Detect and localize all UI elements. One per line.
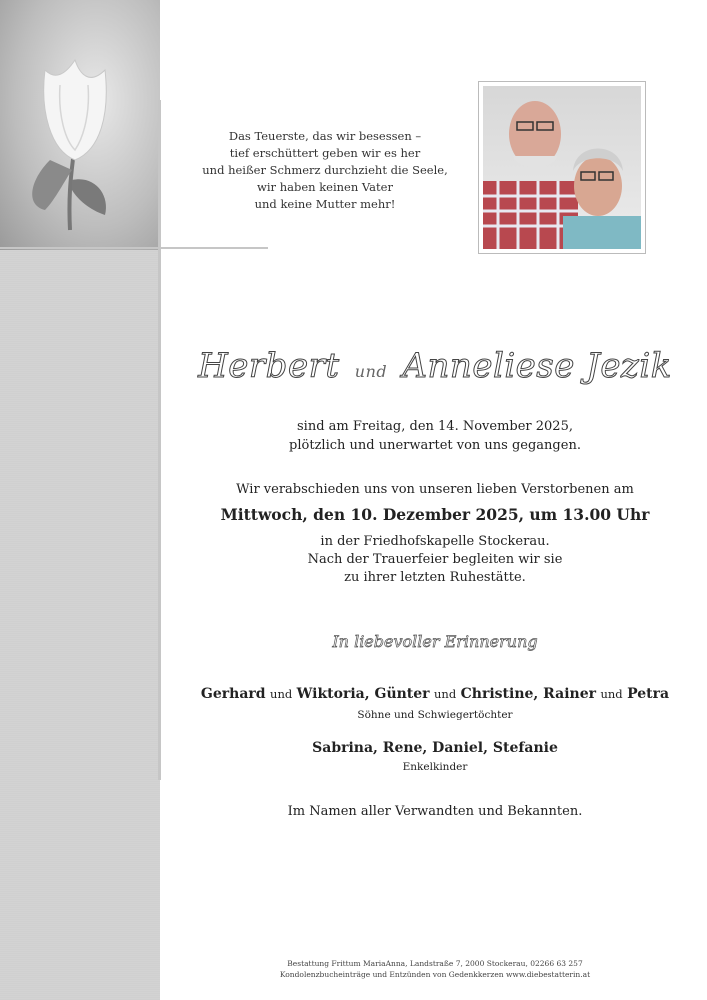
family-line-sons	[190, 686, 680, 702]
poem-line: tief erschüttert geben wir es her	[229, 146, 421, 160]
portrait-photo-frame	[478, 81, 646, 254]
family-name: Wiktoria, Günter	[296, 686, 430, 702]
farewell-intro: Wir verabschieden uns von unseren lieben Verstorbenen am	[236, 482, 634, 497]
poem	[200, 128, 450, 213]
funeral-place	[190, 533, 680, 587]
family-connector: und	[270, 687, 293, 701]
poem-line: und heißer Schmerz durchzieht die Seele,	[202, 163, 448, 177]
poem-line: wir haben keinen Vater	[257, 180, 393, 194]
family-name: Petra	[627, 686, 670, 702]
poem-line: Das Teuerste, das wir besessen –	[228, 129, 422, 143]
family-role-grandchildren: Enkelkinder	[402, 761, 468, 773]
death-notice-line: sind am Freitag, den 14. November 2025,	[297, 419, 573, 434]
funeral-place-line: zu ihrer letzten Ruhestätte.	[344, 570, 526, 585]
divider-horizontal	[0, 247, 268, 249]
deceased-names	[190, 346, 680, 386]
footer-line-website: Kondolenzbucheinträge und Entzünden von Gedenkkerzen www.diebestatterin.at	[279, 970, 591, 979]
family-connector: und	[434, 687, 457, 701]
family-line-grandchildren: Sabrina, Rene, Daniel, Stefanie	[312, 740, 558, 756]
deceased-name-second: Anneliese Jezik	[402, 346, 672, 386]
rose-icon	[10, 30, 150, 245]
footer-line-address: Bestattung Frittum MariaAnna, Landstraße 7, 2000 Stockerau, 02266 63 257	[287, 959, 583, 968]
death-notice	[190, 417, 680, 455]
portrait-photo	[483, 86, 641, 249]
memorial-heading: In liebevoller Erinnerung	[332, 632, 538, 651]
funeral-place-line: in der Friedhofskapelle Stockerau.	[320, 534, 550, 549]
family-connector: und	[600, 687, 623, 701]
death-notice-line: plötzlich und unerwartet von uns gegangen.	[289, 438, 581, 453]
couple-photo-icon	[483, 86, 641, 249]
rose-image	[0, 0, 160, 250]
closing-line: Im Namen aller Verwandten und Bekannten.	[287, 804, 583, 819]
family-name: Christine, Rainer	[460, 686, 596, 702]
family-name: Gerhard	[200, 686, 266, 702]
funeral-place-line: Nach der Trauerfeier begleiten wir sie	[307, 552, 563, 567]
poem-line: und keine Mutter mehr!	[254, 197, 396, 211]
deceased-name-first: Herbert	[198, 346, 340, 386]
divider-vertical	[158, 100, 161, 780]
funeral-date: Mittwoch, den 10. Dezember 2025, um 13.00 Uhr	[220, 505, 650, 524]
names-connector: und	[354, 362, 388, 381]
family-role-sons: Söhne und Schwiegertöchter	[357, 709, 513, 721]
footer	[190, 958, 680, 980]
